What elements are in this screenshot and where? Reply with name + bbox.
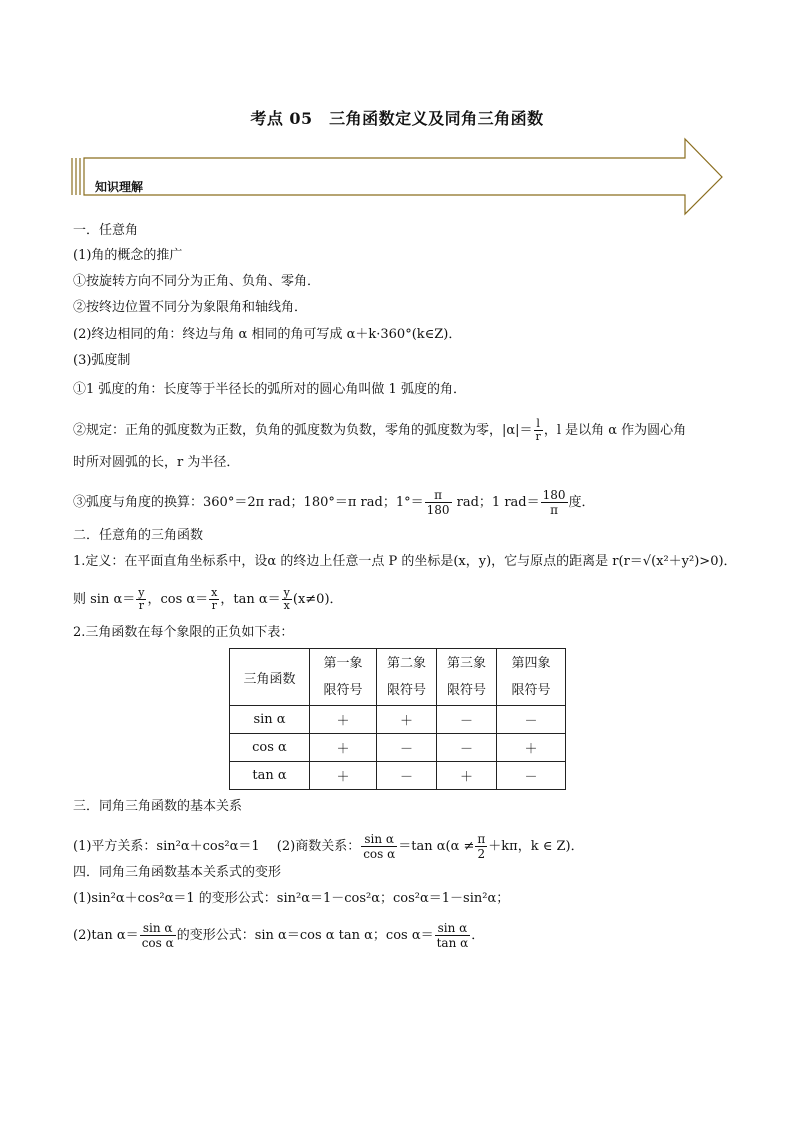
frac-num: sin α	[364, 832, 395, 846]
quadrant-sign-table	[229, 648, 566, 790]
frac-num: π	[477, 832, 486, 846]
frac-den: x	[283, 599, 290, 612]
s2-text-2b: ，cos α＝	[147, 592, 209, 607]
banner-arrow-icon	[70, 137, 725, 217]
frac-num: y	[138, 586, 145, 599]
s1-text-3: ②按终边位置不同分为象限角和轴线角．	[73, 300, 308, 315]
frac-den: tan α	[436, 936, 469, 950]
s1-text-7a: ②规定：正角的弧度数为正数，负角的弧度数为负数，零角的弧度数为零，|α|＝	[73, 423, 533, 438]
frac-den: π	[541, 502, 568, 517]
s2-text-2	[73, 587, 343, 612]
fraction-y-over-x	[282, 587, 292, 612]
fraction-180-over-pi	[541, 488, 568, 517]
table-cell: ＋	[377, 706, 437, 734]
s3-text-1	[73, 832, 584, 861]
table-cell: －	[437, 734, 497, 762]
table-header-row	[230, 649, 566, 706]
table-cell: －	[497, 762, 566, 790]
table-cell: ＋	[310, 706, 377, 734]
s1-text-5: (3)弧度制	[73, 353, 131, 368]
frac-den: r	[209, 599, 219, 612]
frac-num: x	[211, 586, 218, 599]
table-row	[230, 762, 566, 790]
s1-text-7	[73, 418, 686, 443]
s1-text-4: (2)终边相同的角：终边与角 α 相同的角可写成 α＋k·360°(k∈Z)．	[73, 327, 462, 342]
table-cell: sin α	[230, 706, 310, 734]
s4-text-2a: (2)tan α＝	[73, 928, 139, 943]
fraction-sin-over-cos	[140, 921, 176, 950]
s4-text-2b: 的变形公式：sin α＝cos α tan α；cos α＝	[176, 928, 434, 943]
s1-text-9	[73, 488, 595, 517]
s2-text-2a: 则 sin α＝	[73, 592, 136, 607]
fraction-sin-over-cos	[361, 832, 397, 861]
s1-text-9a: ③弧度与角度的换算：360°＝2π rad；180°＝π rad；1°＝	[73, 495, 424, 510]
frac-den: r	[535, 430, 541, 443]
frac-num: sin α	[437, 921, 468, 935]
banner-label: 知识理解	[95, 180, 144, 194]
table-cell: ＋	[310, 734, 377, 762]
s3-text-1b: ＝tan α	[398, 839, 446, 854]
frac-den: 180	[426, 503, 450, 517]
table-cell: －	[377, 762, 437, 790]
fraction-y-over-r	[136, 587, 146, 612]
frac-num: sin α	[142, 921, 173, 935]
fraction-sin-over-tan	[435, 921, 471, 950]
table-cell: ＋	[497, 734, 566, 762]
s1-text-6: ①1 弧度的角：长度等于半径长的弧所对的圆心角叫做 1 弧度的角．	[73, 382, 466, 397]
section-2-heading: 二．任意角的三角函数	[73, 528, 204, 543]
page-title: 考点 05 三角函数定义及同角三角函数	[250, 109, 544, 128]
table-cell: －	[497, 706, 566, 734]
table-header-cell: 第一象 限符号	[310, 649, 377, 706]
section-3-heading: 三．同角三角函数的基本关系	[73, 799, 243, 814]
s4-text-2c: ．	[471, 928, 485, 943]
table-header-cell: 第二象 限符号	[377, 649, 437, 706]
s2-text-3: 2.三角函数在每个象限的正负如下表：	[73, 625, 294, 640]
table-header-cell: 第三象 限符号	[437, 649, 497, 706]
s1-text-7b: ，l 是以角 α 作为圆心角	[543, 423, 687, 438]
s2-text-1: 1.定义：在平面直角坐标系中，设α 的终边上任意一点 P 的坐标是(x，y)，它与原点的距离是 r(r＝√(x²＋y²)>0)．	[73, 554, 737, 569]
s1-text-8: 时所对圆弧的长，r 为半径．	[73, 455, 240, 470]
frac-num: 180	[542, 488, 566, 502]
s4-text-2	[73, 921, 484, 950]
table-row	[230, 734, 566, 762]
frac-num: y	[283, 586, 290, 599]
fraction-pi-over-2	[475, 832, 487, 861]
s1-text-1: (1)角的概念的推广	[73, 248, 183, 263]
fraction-l-over-r	[534, 418, 543, 443]
table-row	[230, 706, 566, 734]
table-cell: －	[377, 734, 437, 762]
s1-text-9c: 度．	[568, 495, 595, 510]
frac-num: π	[434, 488, 442, 502]
frac-den: r	[136, 599, 146, 612]
s2-text-2d: (x≠0)．	[292, 592, 343, 607]
fraction-x-over-r	[209, 587, 219, 612]
frac-den: 2	[475, 846, 487, 861]
table-header-cell: 第四象 限符号	[497, 649, 566, 706]
section-4-heading: 四．同角三角函数基本关系式的变形	[73, 865, 282, 880]
table-cell: ＋	[437, 762, 497, 790]
s3-text-1c: (α ≠	[445, 839, 475, 854]
frac-den: cos α	[141, 936, 174, 950]
s2-text-2c: ，tan α＝	[220, 592, 281, 607]
s4-text-1: (1)sin²α＋cos²α＝1 的变形公式：sin²α＝1－cos²α；cos²α＝1－sin²α；	[73, 891, 510, 906]
section-1-heading: 一．任意角	[73, 223, 139, 238]
table-cell: cos α	[230, 734, 310, 762]
frac-num: l	[536, 417, 540, 430]
table-cell: －	[437, 706, 497, 734]
s3-text-1d: ＋kπ，k ∈ Z)．	[488, 839, 584, 854]
frac-den: cos α	[363, 847, 396, 861]
table-cell: tan α	[230, 762, 310, 790]
fraction-pi-over-180	[425, 488, 452, 517]
table-cell: ＋	[310, 762, 377, 790]
table-header-cell: 三角函数	[230, 649, 310, 706]
s3-text-1a: (1)平方关系：sin²α＋cos²α＝1 (2)商数关系：	[73, 839, 361, 854]
s1-text-9b: rad；1 rad＝	[452, 495, 540, 510]
s1-text-2: ①按旋转方向不同分为正角、负角、零角．	[73, 274, 321, 289]
